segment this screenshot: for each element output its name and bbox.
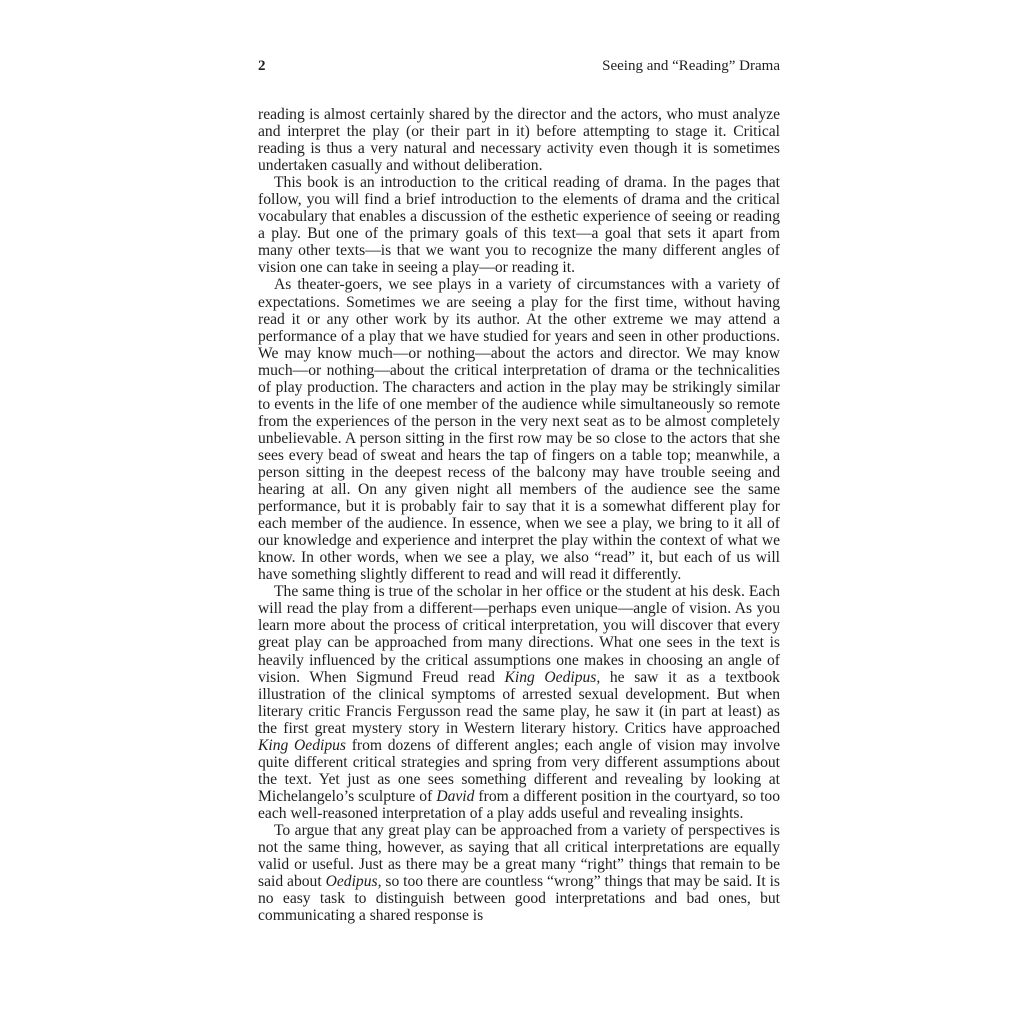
italic-title: King Oedipus (258, 736, 347, 754)
text-segment: so too there are countless “wrong” things that may be said. It is no easy task to distinguish between good interpretations and bad ones, but communicating a shared response is (258, 873, 781, 925)
running-title: Seeing and “Reading” Drama (602, 58, 780, 74)
italic-title: Oedipus, (325, 873, 382, 891)
paragraph-4 (258, 583, 780, 822)
italic-title: King Oedipus, (504, 668, 601, 686)
text-segment: reading is almost certainly shared by the director and the actors, who must analyze and interpret the play (or their part in it) before attempting to stage it. Critical reading is thus a very natural and necessary activity even though it is sometimes undertaken casually and without deliberation. (258, 106, 780, 175)
paragraph-5 (258, 822, 780, 924)
text-segment: This book is an introduction to the critical reading of drama. In the pages that follow, you will find a brief introduction to the elements of drama and the critical vocabulary that enables a discussion of the esthetic experience of seeing or reading a play. But one of the primary goals of this text—a goal that sets it apart from many other texts—is that we want you to recognize the many different angles of vision one can take in seeing a play—or reading it. (258, 174, 780, 277)
text-segment: To argue that any great play can be approached from a variety of perspectives is not the same thing, however, as saying that all critical interpretations are equally valid or useful. Just as there may be a great many “right” things that remain to be said about (258, 821, 780, 891)
italic-title: David (436, 787, 475, 805)
text-segment: from a different position in the courtyard, so too each well-reasoned interpretation of a play adds useful and revealing insights. (258, 787, 780, 822)
paragraph-2 (258, 174, 780, 276)
text-segment: he saw it as a textbook illustration of the clinical symptoms of arrested sexual development. But when literary critic Francis Fergusson read the same play, he saw it (in part at least) as the first great mystery story in Western literary history. Critics have approached (258, 668, 780, 737)
book-page (258, 58, 780, 924)
page-number: 2 (258, 58, 266, 74)
running-head (258, 58, 780, 80)
text-segment: The same thing is true of the scholar in her office or the student at his desk. Each will read the play from a different—perhaps even unique—angle of vision. As you learn more about the process of critical interpretation, you will discover that every great play can be approached from many directions. What one sees in the text is heavily influenced by the critical assumptions one makes in choosing an angle of vision. When Sigmund Freud read (258, 583, 780, 686)
paragraph-1 (258, 106, 780, 174)
body-text (258, 106, 780, 924)
text-segment: As theater-goers, we see plays in a variety of circumstances with a variety of expectations. Sometimes we are seeing a play for the first time, without having read it or any other work by its author. At the other extreme we may attend a performance of a play that we have studied for years and seen in other productions. We may know much—or nothing—about the actors and director. We may know much—or nothing—about the critical interpretation of drama or the technicalities of play production. The characters and action in the play may be strikingly similar to events in the life of one member of the audience while simultaneously so remote from the experiences of the person in the very next seat as to be almost completely unbelievable. A person sitting in the first row may be so close to the actors that she sees every bead of sweat and hears the tap of fingers on a table top; meanwhile, a person sitting in the deepest recess of the balcony may have trouble seeing and hearing at all. On any given night all members of the audience see the same performance, but it is probably fair to say that it is a somewhat different play for each member of the audience. In essence, when we see a play, we bring to it all of our knowledge and experience and interpret the play within the context of what we know. In other words, when we see a play, we also “read” it, but each of us will have something slightly different to read and will read it differently. (258, 276, 780, 584)
text-segment: from dozens of different angles; each angle of vision may involve quite different critical strategies and spring from very different assumptions about the text. Yet just as one sees something different and revealing by looking at Michelangelo’s sculpture of (258, 736, 780, 805)
paragraph-3 (258, 276, 780, 583)
